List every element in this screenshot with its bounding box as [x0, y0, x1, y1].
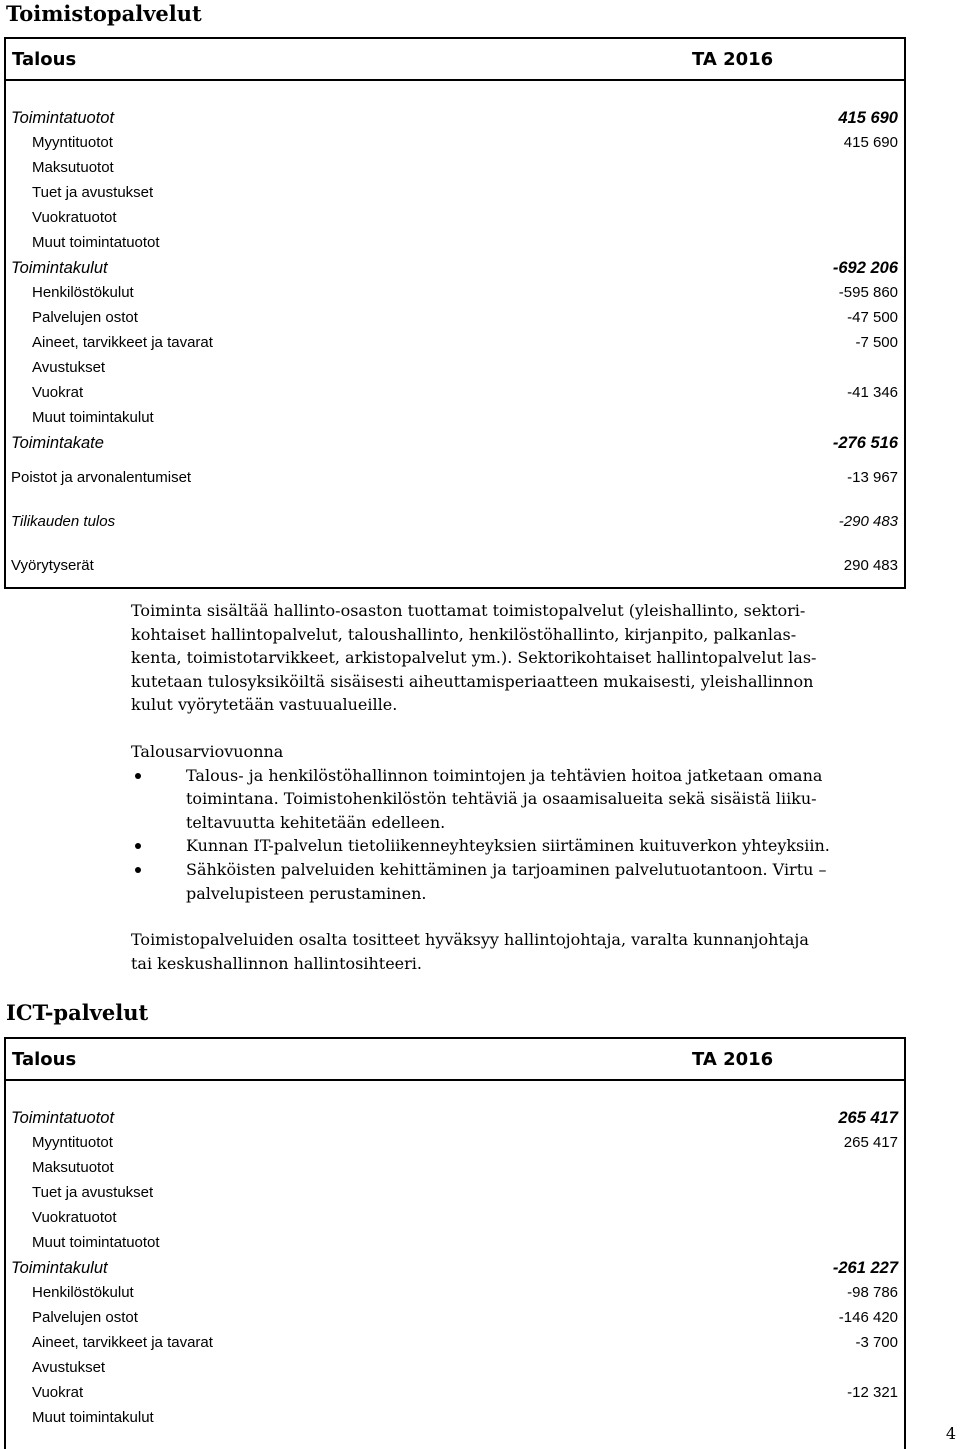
row-label: Maksutuotot [32, 1159, 114, 1176]
bullet-dot-icon [135, 773, 141, 779]
row-value: 265 417 [843, 1134, 898, 1151]
budget-table-ict-palvelut [4, 1037, 906, 1449]
table-row [6, 1180, 904, 1205]
description-paragraph [131, 599, 951, 717]
paragraph-line: Toiminta sisältää hallinto-osaston tuottamat toimistopalvelut (yleishallinto, sektori- [131, 601, 806, 620]
row-label: Tuet ja avustukset [32, 1184, 154, 1201]
table-row [6, 543, 904, 587]
table-row [6, 180, 904, 205]
row-value: -13 967 [847, 469, 898, 486]
row-value: -146 420 [838, 1309, 898, 1326]
closing-line: tai keskushallinnon hallintosihteeri. [131, 953, 422, 973]
description-text [131, 599, 951, 975]
row-label: Toimintakulut [11, 259, 108, 277]
row-label: Tilikauden tulos [11, 513, 116, 530]
bullet-line: palvelupisteen perustaminen. [186, 883, 427, 903]
budget-year-label: Talousarviovuonna [131, 741, 284, 761]
table-row [6, 1205, 904, 1230]
table-row [6, 280, 904, 305]
table-row [6, 1380, 904, 1405]
row-value: -98 786 [847, 1284, 898, 1301]
paragraph-line: kenta, toimistotarvikkeet, arkistopalvelut ym.). Sektorikohtaiset hallintopalvelut las- [131, 648, 817, 668]
table-header-talous: Talous [12, 1049, 77, 1070]
table-header [6, 39, 904, 81]
row-value: 415 690 [838, 109, 898, 127]
table-row [6, 1130, 904, 1155]
table-row [6, 430, 904, 455]
table-row [6, 1280, 904, 1305]
row-label: Palvelujen ostot [32, 1309, 138, 1326]
bullet-list [131, 764, 951, 906]
paragraph-line: kohtaiset hallintopalvelut, taloushallinto, henkilöstöhallinto, kirjanpito, palkanlas- [131, 624, 797, 644]
row-label: Poistot ja arvonalentumiset [11, 469, 192, 486]
row-value: -595 860 [838, 284, 898, 301]
row-value: -41 346 [847, 384, 898, 401]
row-value: -692 206 [832, 259, 898, 277]
table-header-talous: Talous [12, 49, 77, 70]
table-row [6, 405, 904, 430]
table-row [6, 1255, 904, 1280]
table-header-year: TA 2016 [692, 49, 774, 70]
table-row [6, 355, 904, 380]
row-value: -261 227 [832, 1259, 898, 1277]
table-body [6, 1105, 904, 1430]
row-label: Vuokratuotot [32, 209, 117, 226]
table-row [6, 105, 904, 130]
row-value: -7 500 [855, 334, 898, 351]
row-label: Muut toimintakulut [32, 1409, 154, 1426]
bullet-dot-icon [135, 867, 141, 873]
row-label: Muut toimintatuotot [32, 1234, 160, 1251]
page-number: 4 [945, 1424, 956, 1443]
row-value: 265 417 [838, 1109, 898, 1127]
table-row [6, 1155, 904, 1180]
closing-line: Toimistopalveluiden osalta tositteet hyväksyy hallintojohtaja, varalta kunnanjohtaja [131, 930, 809, 950]
row-label: Vyörytyserät [11, 557, 94, 574]
row-value: -47 500 [847, 309, 898, 326]
table-row [6, 1330, 904, 1355]
table-row [6, 380, 904, 405]
bullet-item [131, 858, 951, 905]
row-label: Aineet, tarvikkeet ja tavarat [32, 334, 213, 351]
row-label: Maksutuotot [32, 159, 114, 176]
row-label: Vuokrat [32, 1384, 84, 1401]
table-row [6, 255, 904, 280]
row-value: -276 516 [832, 434, 898, 452]
section-heading-toimistopalvelut: Toimistopalvelut [6, 1, 202, 26]
bullet-dot-icon [135, 843, 141, 849]
row-label: Vuokratuotot [32, 1209, 117, 1226]
bullet-item [131, 764, 951, 835]
table-row [6, 455, 904, 499]
table-row [6, 305, 904, 330]
row-label: Henkilöstökulut [32, 1284, 134, 1301]
table-row [6, 1230, 904, 1255]
row-label: Avustukset [32, 1359, 106, 1376]
row-label: Myyntituotot [32, 134, 113, 151]
row-label: Avustukset [32, 359, 106, 376]
row-value: -12 321 [847, 1384, 898, 1401]
bullet-line: Sähköisten palveluiden kehittäminen ja tarjoaminen palvelutuotantoon. Virtu – [186, 859, 827, 879]
table-body [6, 105, 904, 587]
table-row [6, 330, 904, 355]
row-label: Aineet, tarvikkeet ja tavarat [32, 1334, 213, 1351]
row-label: Muut toimintatuotot [32, 234, 160, 251]
row-label: Henkilöstökulut [32, 284, 134, 301]
row-label: Toimintatuotot [11, 1109, 115, 1127]
table-row [6, 499, 904, 543]
table-row [6, 155, 904, 180]
paragraph-line: kulut vyörytetään vastuualueille. [131, 695, 398, 715]
table-row [6, 1105, 904, 1130]
bullet-item [131, 834, 951, 858]
table-row [6, 130, 904, 155]
bullet-line: Talous- ja henkilöstöhallinnon toimintojen ja tehtävien hoitoa jatketaan omana [186, 765, 823, 785]
row-label: Toimintakate [11, 434, 104, 452]
bullet-line: Kunnan IT-palvelun tietoliikenneyhteyksien siirtäminen kuituverkon yhteyksiin. [186, 836, 830, 856]
row-label: Toimintakulut [11, 1259, 108, 1277]
table-row [6, 205, 904, 230]
budget-table-toimistopalvelut [4, 37, 906, 589]
table-header-year: TA 2016 [692, 1049, 774, 1070]
section-heading-ict-palvelut: ICT-palvelut [6, 1000, 149, 1025]
row-value: -3 700 [855, 1334, 898, 1351]
table-row [6, 1405, 904, 1430]
bullet-line: toimintana. Toimistohenkilöstön tehtäviä ja osaamisalueita sekä sisäistä liiku- [186, 789, 817, 809]
table-header [6, 1039, 904, 1081]
row-label: Myyntituotot [32, 1134, 113, 1151]
row-value: -290 483 [838, 513, 898, 530]
row-label: Vuokrat [32, 384, 84, 401]
row-label: Palvelujen ostot [32, 309, 138, 326]
table-row [6, 1355, 904, 1380]
paragraph-line: kutetaan tulosyksiköiltä sisäisesti aiheuttamisperiaatteen mukaisesti, yleishallinnon [131, 671, 814, 691]
row-label: Tuet ja avustukset [32, 184, 154, 201]
table-row [6, 1305, 904, 1330]
row-value: 290 483 [843, 557, 898, 574]
approval-paragraph [131, 928, 951, 975]
bullet-line: teltavuutta kehitetään edelleen. [186, 812, 446, 832]
table-row [6, 230, 904, 255]
row-label: Muut toimintakulut [32, 409, 154, 426]
row-label: Toimintatuotot [11, 109, 115, 127]
row-value: 415 690 [843, 134, 898, 151]
